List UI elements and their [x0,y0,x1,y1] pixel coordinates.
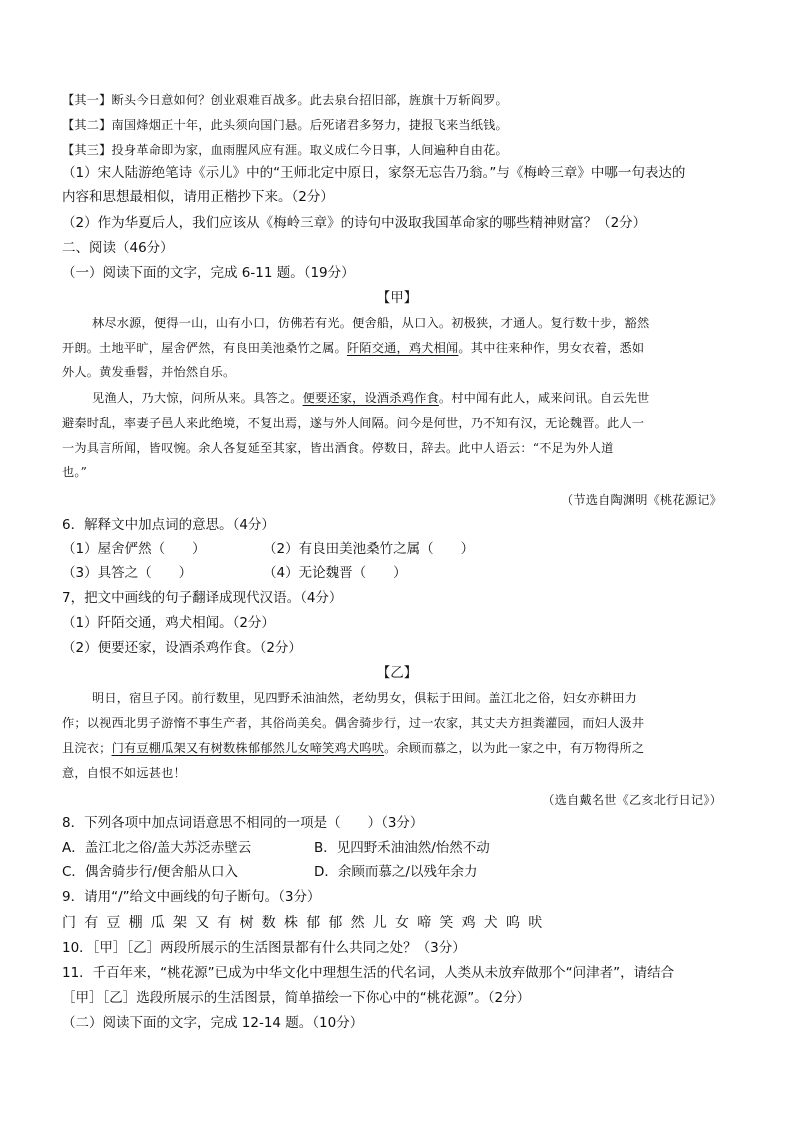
yi-line-4: 意，自恨不如远甚也！ [62,766,186,780]
jia-underlined-2: 便要还家，设酒杀鸡作食 [302,391,439,405]
jia-line-5: 避秦时乱，率妻子邑人来此绝境，不复出焉，遂与外人间隔。问今是何世，乃不知有汉，无论魏晋。此人一 [62,416,645,430]
q7-item-1: （1）阡陌交通，鸡犬相闻。（2分） [62,615,275,631]
q5-part1-line1: （1）宋人陆游绝笔诗《示儿》中的“王师北定中原日，家祭无忘告乃翁。”与《梅岭三章》中哪一句表达的 [62,165,686,181]
q8-title: 8．下列各项中加点词语意思不相同的一项是（ ）（3分） [62,815,424,831]
jia-line-6: 一为具言所闻，皆叹惋。余人各复延至其家，皆出酒食。停数日，辞去。此中人语云：“不足为外人道 [62,441,614,455]
q8-option-c: C．偶舍骑步行/便舍船从口入 [62,864,238,880]
q8-option-a: A．盖江北之俗/盖大苏泛赤壁云 [62,840,252,856]
passage-jia-label: 【甲】 [376,290,418,306]
poem-line-2: 【其二】南国烽烟正十年，此头须向国门悬。后死诸君多努力，捷报飞来当纸钱。 [62,118,508,132]
jia-underlined-1: 阡陌交通，鸡犬相闻 [346,341,459,355]
jia-line-4 [92,388,649,408]
section-sub2: （二）阅读下面的文字，完成 12-14 题。（10分） [62,1015,364,1031]
yi-line-3 [62,738,644,758]
q6-item-3: （3）具答之（ ） [62,565,193,581]
jia-source: （节选自陶渊明《桃花源记》 [560,493,722,507]
q9-sentence: 门有豆棚瓜架又有树数株郁郁然儿女啼笑鸡犬呜吠 [62,915,551,931]
q7-title: 7，把文中画线的句子翻译成现代汉语。（4分） [62,590,343,606]
q6-item-1: （1）屋舍俨然（ ） [62,541,206,557]
jia-line-2-b: 。其中往来种作，男女衣着，悉如 [458,341,645,355]
q5-part2: （2）作为华夏后人，我们应该从《梅岭三章》的诗句中汲取我国革命家的哪些精神财富？（2分） [62,215,647,231]
passage-yi-label: 【乙】 [376,665,418,681]
q11-line-2: ［甲］［乙］选段所展示的生活图景，简单描绘一下你心中的“桃花源”。（2分） [62,990,531,1006]
poem-line-1: 【其一】断头今日意如何？创业艰难百战多。此去泉台招旧部，旌旗十万斩阎罗。 [62,93,508,107]
q11-line-1: 11．千百年来，“桃花源”已成为中华文化中理想生活的代名词，人类从未放弃做那个“问津者”，请结合 [62,965,675,981]
yi-line-2: 作；以视西北男子游惰不事生产者，其俗尚美矣。偶舍骑步行，过一农家，其丈夫方担粪灌园，而妇人汲井 [62,716,645,730]
q7-item-2: （2）便要还家，设酒杀鸡作食。（2分） [62,640,302,656]
jia-line-1: 林尽水源，便得一山，山有小口，仿佛若有光。便舍船，从口入。初极狭，才通人。复行数十步，豁然 [92,316,650,330]
q10: 10．［甲］［乙］两段所展示的生活图景都有什么共同之处？（3分） [62,940,466,956]
jia-line-3: 外人。黄发垂髫，并怡然自乐。 [62,365,236,379]
yi-source: （选自戴名世《乙亥北行日记》） [542,793,722,807]
yi-line-1: 明日，宿旦子冈。前行数里，见四野禾油油然，老幼男女，俱耘于田间。盖江北之俗，妇女亦耕田力 [92,691,638,705]
q8-option-b: B．见四野禾油油然/怡然不动 [314,840,490,856]
jia-line-4-a: 见渔人，乃大惊，问所从来。具答之。 [92,391,303,405]
q6-item-2: （2）有良田美池桑竹之属（ ） [263,541,475,557]
yi-line-3-b: 。余顾而慕之，以为此一家之中，有万物得所之 [384,741,645,755]
jia-line-4-b: 。村中闻有此人，咸来问讯。自云先世 [438,391,650,405]
section-title: 二、阅读（46分） [62,240,174,256]
q5-part1-line2: 内容和思想最相似，请用正楷抄下来。（2分） [62,189,334,205]
q8-option-d: D．余顾而慕之/以残年余力 [314,864,478,880]
jia-line-2 [62,338,644,358]
q9-title: 9．请用“/”给文中画线的句子断句。（3分） [62,889,321,905]
yi-line-3-a: 且浣衣； [62,741,112,755]
jia-line-7: 也。” [62,465,88,479]
yi-underlined: 门有豆棚瓜架又有树数株郁郁然儿女啼笑鸡犬呜吠 [111,741,385,755]
poem-line-3: 【其三】投身革命即为家，血雨腥风应有涯。取义成仁今日事，人间遍种自由花。 [62,143,508,157]
jia-line-2-a: 开朗。土地平旷，屋舍俨然，有良田美池桑竹之属。 [62,341,347,355]
q6-item-4: （4）无论魏晋（ ） [263,565,407,581]
q6-title: 6．解释文中加点词的意思。（4分） [62,517,275,533]
section-sub1: （一）阅读下面的文字，完成 6-11 题。（19分） [62,265,355,281]
